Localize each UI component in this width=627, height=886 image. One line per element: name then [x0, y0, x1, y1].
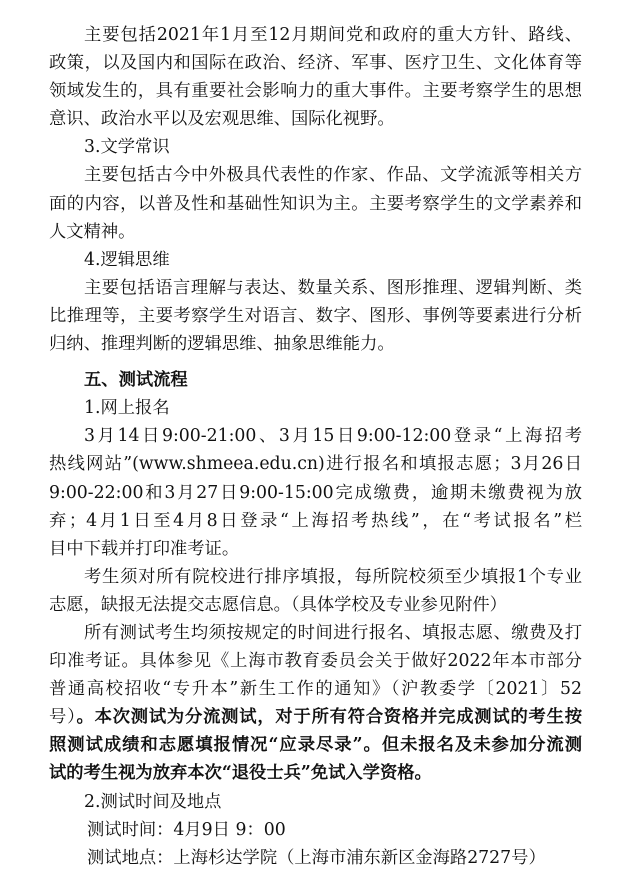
paragraph-line-mixed	[49, 703, 582, 731]
paragraph-line: 领域发生的，具有重要社会影响力的重大事件。主要考察学生的思想	[49, 81, 582, 102]
subheading-online-registration: 1.网上报名	[84, 398, 170, 419]
paragraph-line: 印准考证。具体参见《上海市教育委员会关于做好2022年本市部分	[49, 651, 582, 672]
document-body	[49, 21, 582, 872]
paragraph-line: 目中下载并打印准考证。	[49, 538, 240, 559]
paragraph-line: 普通高校招收“专升本”新生工作的通知》（沪教委学〔2021〕52	[49, 679, 582, 700]
paragraph-line: 意识、政治水平以及宏观思维、国际化视野。	[49, 109, 395, 130]
text-bold: 。本次测试为分流测试，对于所有符合资格并完成测试的考生按	[76, 707, 582, 728]
paragraph-line: 面的内容，以普及性和基础性知识为主。主要考察学生的文学素养和	[49, 193, 582, 214]
subheading-test-time-place: 2.测试时间及地点	[84, 791, 222, 812]
section-heading-test-process: 五、测试流程	[84, 370, 188, 391]
paragraph-line: 主要包括2021年1月至12月期间党和政府的重大方针、路线、	[84, 25, 582, 45]
paragraph-line: 热线网站”(www.shmeea.edu.cn)进行报名和填报志愿；3月26日	[49, 454, 582, 475]
paragraph-line: 3月14日9:00-21:00、3月15日9:00-12:00登录“上海招考	[84, 426, 582, 447]
paragraph-line-bold: 照测试成绩和志愿填报情况“应录尽录”。但未报名及未参加分流测	[49, 735, 582, 756]
paragraph-line: 9:00-22:00和3月27日9:00-15:00完成缴费，逾期未缴费视为放	[49, 482, 582, 503]
paragraph-line: 比推理等，主要考察学生对语言、数字、图形、事例等要素进行分析	[49, 305, 582, 326]
paragraph-line: 主要包括古今中外极具代表性的作家、作品、文学流派等相关方	[84, 165, 582, 186]
paragraph-line: 主要包括语言理解与表达、数量关系、图形推理、逻辑判断、类	[84, 277, 582, 298]
subheading-logic: 4.逻辑思维	[84, 249, 170, 270]
text-normal: 号）	[49, 707, 77, 728]
paragraph-line-bold: 试的考生视为放弃本次“退役士兵”免试入学资格。	[49, 763, 432, 784]
paragraph-line: 志愿，缺报无法提交志愿信息。（具体学校及专业参见附件）	[49, 594, 507, 615]
paragraph-line: 归纳、推理判断的逻辑思维、抽象思维能力。	[49, 334, 395, 355]
paragraph-line: 所有测试考生均须按规定的时间进行报名、填报志愿、缴费及打	[84, 622, 582, 643]
subheading-literature: 3.文学常识	[84, 137, 170, 158]
test-location: 测试地点：上海杉达学院（上海市浦东新区金海路2727号）	[87, 847, 546, 868]
paragraph-line: 人文精神。	[49, 221, 136, 242]
paragraph-line: 弃；4月1日至4月8日登录“上海招考热线”，在“考试报名”栏	[49, 510, 582, 531]
test-time: 测试时间：4月9日 9：00	[87, 819, 286, 840]
paragraph-line: 考生须对所有院校进行排序填报，每所院校须至少填报1个专业	[84, 566, 582, 587]
paragraph-line: 政策，以及国内和国际在政治、经济、军事、医疗卫生、文化体育等	[49, 53, 582, 74]
